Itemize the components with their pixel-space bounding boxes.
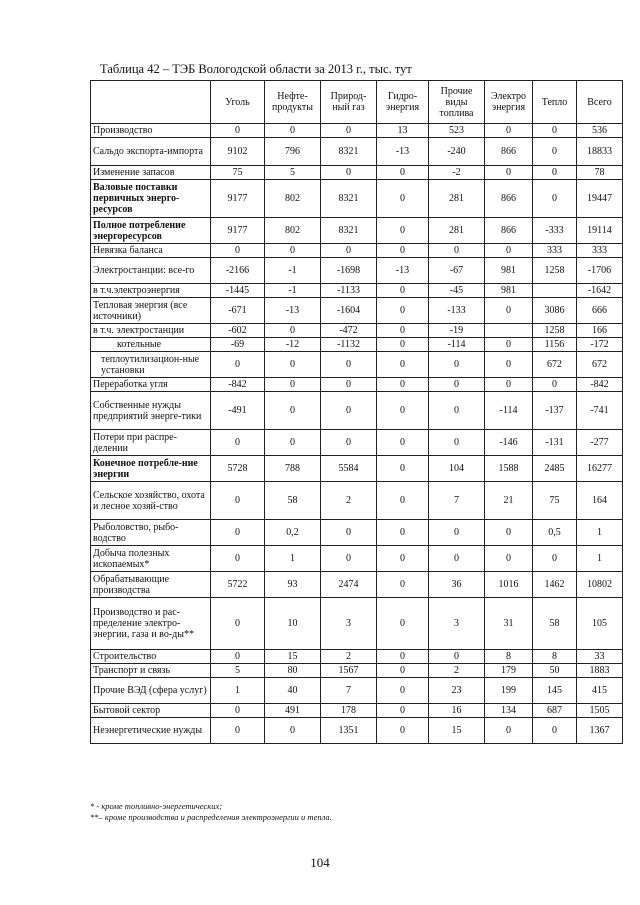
table-cell: 9102 bbox=[211, 138, 265, 166]
table-cell: 1016 bbox=[485, 572, 533, 598]
table-cell: 0 bbox=[485, 244, 533, 258]
table-cell: 0 bbox=[377, 180, 429, 218]
page-number: 104 bbox=[310, 855, 330, 870]
table-row bbox=[91, 324, 623, 338]
table-cell: 0 bbox=[377, 664, 429, 678]
table-cell: -12 bbox=[265, 338, 321, 352]
table-cell: -13 bbox=[377, 138, 429, 166]
row-label: Неэнергетические нужды bbox=[91, 718, 211, 744]
footnotes bbox=[90, 801, 332, 824]
table-cell: 1367 bbox=[577, 718, 623, 744]
table-cell: -1445 bbox=[211, 284, 265, 298]
table-cell: 0 bbox=[377, 298, 429, 324]
table-cell: 1 bbox=[577, 520, 623, 546]
row-label: Переработка угля bbox=[91, 378, 211, 392]
row-label: в т.ч.электроэнергия bbox=[91, 284, 211, 298]
table-row bbox=[91, 166, 623, 180]
table-cell: 2 bbox=[321, 650, 377, 664]
table-cell: 333 bbox=[577, 244, 623, 258]
table-cell: 866 bbox=[485, 180, 533, 218]
table-cell: 536 bbox=[577, 124, 623, 138]
table-cell: -13 bbox=[265, 298, 321, 324]
table-cell: 31 bbox=[485, 598, 533, 650]
table-cell: 40 bbox=[265, 678, 321, 704]
row-label: Невязка баланса bbox=[91, 244, 211, 258]
table-cell: 15 bbox=[429, 718, 485, 744]
table-cell: -842 bbox=[211, 378, 265, 392]
footnote: **– кроме производства и распределения электроэнергии и тепла. bbox=[90, 812, 332, 823]
table-cell: -1 bbox=[265, 284, 321, 298]
row-label: Транспорт и связь bbox=[91, 664, 211, 678]
table-cell: -1132 bbox=[321, 338, 377, 352]
table-cell: 1462 bbox=[533, 572, 577, 598]
table-cell: -172 bbox=[577, 338, 623, 352]
table-cell: 0 bbox=[265, 324, 321, 338]
table-cell: 104 bbox=[429, 456, 485, 482]
table-cell: 7 bbox=[429, 482, 485, 520]
row-label: Производство и рас-пределение электро-энергии, газа и во-ды** bbox=[91, 598, 211, 650]
table-cell: 8 bbox=[533, 650, 577, 664]
table-cell: -67 bbox=[429, 258, 485, 284]
table-cell: 15 bbox=[265, 650, 321, 664]
table-cell: 0 bbox=[533, 378, 577, 392]
table-cell: 0 bbox=[485, 718, 533, 744]
table-cell: 0 bbox=[265, 430, 321, 456]
table-cell: 523 bbox=[429, 124, 485, 138]
table-cell bbox=[533, 284, 577, 298]
table-cell: 0 bbox=[377, 324, 429, 338]
table-caption: Таблица 42 – ТЭБ Вологодской области за 2013 г., тыс. тут bbox=[100, 62, 412, 76]
table-cell: 0 bbox=[377, 284, 429, 298]
table-cell: 0 bbox=[265, 244, 321, 258]
table-cell: 19114 bbox=[577, 218, 623, 244]
table-cell: 0 bbox=[485, 352, 533, 378]
table-cell bbox=[485, 324, 533, 338]
table-row bbox=[91, 284, 623, 298]
table-cell: 33 bbox=[577, 650, 623, 664]
table-cell: 0 bbox=[429, 244, 485, 258]
table-row bbox=[91, 482, 623, 520]
table-cell: 1883 bbox=[577, 664, 623, 678]
table-cell: 8 bbox=[485, 650, 533, 664]
header-cell bbox=[91, 81, 211, 124]
table-cell: 0 bbox=[211, 430, 265, 456]
table-cell: 0 bbox=[533, 124, 577, 138]
table-cell: 5722 bbox=[211, 572, 265, 598]
table-cell: 0 bbox=[211, 598, 265, 650]
table-cell: 0 bbox=[429, 430, 485, 456]
table-cell: 0 bbox=[485, 166, 533, 180]
table-cell: 58 bbox=[265, 482, 321, 520]
table-cell: 981 bbox=[485, 258, 533, 284]
table-cell: 981 bbox=[485, 284, 533, 298]
table-cell: 802 bbox=[265, 218, 321, 244]
table-row bbox=[91, 520, 623, 546]
table-cell: 1351 bbox=[321, 718, 377, 744]
table-cell: 2 bbox=[321, 482, 377, 520]
table-cell: 0 bbox=[265, 378, 321, 392]
table-cell: 0 bbox=[321, 520, 377, 546]
table-cell: -741 bbox=[577, 392, 623, 430]
table-cell: 0 bbox=[321, 244, 377, 258]
table-cell: 0 bbox=[211, 718, 265, 744]
table-cell: -137 bbox=[533, 392, 577, 430]
table-cell: -146 bbox=[485, 430, 533, 456]
table-cell: 0 bbox=[211, 704, 265, 718]
table-row bbox=[91, 718, 623, 744]
table-cell: 0 bbox=[485, 378, 533, 392]
table-cell: 0 bbox=[377, 430, 429, 456]
table-cell: 50 bbox=[533, 664, 577, 678]
table-row bbox=[91, 258, 623, 284]
table-cell: 0 bbox=[485, 338, 533, 352]
table-cell: -13 bbox=[377, 258, 429, 284]
table-cell: 0 bbox=[377, 650, 429, 664]
table-cell: 9177 bbox=[211, 180, 265, 218]
table-cell: 1258 bbox=[533, 324, 577, 338]
row-label: Тепловая энергия (все источники) bbox=[91, 298, 211, 324]
table-cell: 1 bbox=[211, 678, 265, 704]
table-cell: 281 bbox=[429, 218, 485, 244]
table-cell: 13 bbox=[377, 124, 429, 138]
table-cell: 5 bbox=[211, 664, 265, 678]
table-cell: 0 bbox=[321, 124, 377, 138]
table-row bbox=[91, 456, 623, 482]
row-label: Производство bbox=[91, 124, 211, 138]
row-label: Конечное потребле-ние энергии bbox=[91, 456, 211, 482]
table-cell: 0 bbox=[429, 392, 485, 430]
table-row bbox=[91, 546, 623, 572]
table-cell: -133 bbox=[429, 298, 485, 324]
table-cell: 58 bbox=[533, 598, 577, 650]
table-cell: 2474 bbox=[321, 572, 377, 598]
table-cell: 0 bbox=[429, 650, 485, 664]
table-cell: 19447 bbox=[577, 180, 623, 218]
table-cell: 9177 bbox=[211, 218, 265, 244]
table-row bbox=[91, 430, 623, 456]
table-cell: 0 bbox=[533, 546, 577, 572]
header-cell: Природ-ный газ bbox=[321, 81, 377, 124]
header-cell: Гидро-энергия bbox=[377, 81, 429, 124]
table-cell: 0 bbox=[377, 218, 429, 244]
row-label: Обрабатывающие производства bbox=[91, 572, 211, 598]
table-cell: 666 bbox=[577, 298, 623, 324]
table-row bbox=[91, 572, 623, 598]
table-cell: 0 bbox=[533, 718, 577, 744]
header-cell: Прочие виды топлива bbox=[429, 81, 485, 124]
table-cell: -1604 bbox=[321, 298, 377, 324]
table-row bbox=[91, 218, 623, 244]
table-cell: 0 bbox=[321, 166, 377, 180]
table-cell: 802 bbox=[265, 180, 321, 218]
table-cell: 1 bbox=[577, 546, 623, 572]
table-cell: 0 bbox=[533, 180, 577, 218]
table-row bbox=[91, 378, 623, 392]
row-label: Валовые поставки первичных энерго-ресурсов bbox=[91, 180, 211, 218]
header-cell: Электро энергия bbox=[485, 81, 533, 124]
table-cell: 2 bbox=[429, 664, 485, 678]
table-cell: -45 bbox=[429, 284, 485, 298]
table-cell: 0 bbox=[321, 392, 377, 430]
table-cell: 105 bbox=[577, 598, 623, 650]
table-row bbox=[91, 678, 623, 704]
table-cell: -333 bbox=[533, 218, 577, 244]
table-cell: 0 bbox=[377, 456, 429, 482]
table-cell: 93 bbox=[265, 572, 321, 598]
table-cell: 0,5 bbox=[533, 520, 577, 546]
row-label: Бытовой сектор bbox=[91, 704, 211, 718]
table-cell: 0 bbox=[377, 352, 429, 378]
table-cell: 0 bbox=[377, 546, 429, 572]
table-cell: 0 bbox=[321, 430, 377, 456]
energy-balance-table bbox=[90, 80, 623, 744]
table-cell: -671 bbox=[211, 298, 265, 324]
table-cell: 0 bbox=[265, 124, 321, 138]
table-cell: 0 bbox=[265, 718, 321, 744]
table-cell: -114 bbox=[485, 392, 533, 430]
table-cell: 788 bbox=[265, 456, 321, 482]
table-cell: 0 bbox=[265, 352, 321, 378]
table-cell: -1642 bbox=[577, 284, 623, 298]
table-row bbox=[91, 704, 623, 718]
header-row bbox=[91, 81, 623, 124]
table-cell: 0 bbox=[377, 166, 429, 180]
table-cell: 36 bbox=[429, 572, 485, 598]
table-row bbox=[91, 180, 623, 218]
table-row bbox=[91, 138, 623, 166]
table-cell: 0 bbox=[377, 718, 429, 744]
table-cell: 0 bbox=[377, 598, 429, 650]
table-cell: 0 bbox=[377, 338, 429, 352]
table-cell: 0 bbox=[211, 520, 265, 546]
table-cell: 0 bbox=[265, 392, 321, 430]
table-cell: 18833 bbox=[577, 138, 623, 166]
table-cell: 0 bbox=[429, 352, 485, 378]
table-cell: -2 bbox=[429, 166, 485, 180]
table-cell: -240 bbox=[429, 138, 485, 166]
table-cell: 3 bbox=[321, 598, 377, 650]
table-cell: 134 bbox=[485, 704, 533, 718]
table-cell: 8321 bbox=[321, 218, 377, 244]
table-cell: -1 bbox=[265, 258, 321, 284]
table-cell: 0 bbox=[377, 392, 429, 430]
table-cell: 0 bbox=[485, 546, 533, 572]
table-cell: 5 bbox=[265, 166, 321, 180]
row-label: Строительство bbox=[91, 650, 211, 664]
table-cell: 2485 bbox=[533, 456, 577, 482]
table-cell: 0 bbox=[377, 520, 429, 546]
table-cell: 164 bbox=[577, 482, 623, 520]
table-cell: 5728 bbox=[211, 456, 265, 482]
table-row bbox=[91, 392, 623, 430]
table-cell: 16 bbox=[429, 704, 485, 718]
row-label: Изменение запасов bbox=[91, 166, 211, 180]
table-cell: -2166 bbox=[211, 258, 265, 284]
table-cell: 0,2 bbox=[265, 520, 321, 546]
table-cell: 0 bbox=[429, 520, 485, 546]
table-cell: 333 bbox=[533, 244, 577, 258]
table-cell: 78 bbox=[577, 166, 623, 180]
header-cell: Всего bbox=[577, 81, 623, 124]
table-cell: -1706 bbox=[577, 258, 623, 284]
table-cell: 0 bbox=[211, 124, 265, 138]
table-cell: 1588 bbox=[485, 456, 533, 482]
row-label: теплоутилизацион-ные установки bbox=[91, 352, 211, 378]
table-cell: 0 bbox=[321, 352, 377, 378]
table-cell: 672 bbox=[577, 352, 623, 378]
table-cell: 10 bbox=[265, 598, 321, 650]
footnote: * - кроме топливно-энергетических; bbox=[90, 801, 223, 811]
table-cell: 75 bbox=[211, 166, 265, 180]
table-cell: 75 bbox=[533, 482, 577, 520]
table-cell: 0 bbox=[485, 520, 533, 546]
row-label: Прочие ВЭД (сфера услуг) bbox=[91, 678, 211, 704]
table-cell: 3086 bbox=[533, 298, 577, 324]
table-row bbox=[91, 244, 623, 258]
table-cell: -277 bbox=[577, 430, 623, 456]
table-cell: 179 bbox=[485, 664, 533, 678]
table-cell: 796 bbox=[265, 138, 321, 166]
table-cell: 0 bbox=[485, 298, 533, 324]
table-cell: 0 bbox=[377, 704, 429, 718]
table-row bbox=[91, 338, 623, 352]
table-cell: 8321 bbox=[321, 138, 377, 166]
table-cell: 1567 bbox=[321, 664, 377, 678]
table-cell: 21 bbox=[485, 482, 533, 520]
table-cell: 0 bbox=[211, 482, 265, 520]
row-label: Электростанции: все-го bbox=[91, 258, 211, 284]
header-cell: Тепло bbox=[533, 81, 577, 124]
table-row bbox=[91, 298, 623, 324]
table-cell: -1698 bbox=[321, 258, 377, 284]
table-cell: 7 bbox=[321, 678, 377, 704]
table-cell: 5584 bbox=[321, 456, 377, 482]
table-cell: 0 bbox=[321, 546, 377, 572]
table-cell: 0 bbox=[211, 244, 265, 258]
table-cell: 0 bbox=[377, 244, 429, 258]
row-label: Полное потребление энергоресурсов bbox=[91, 218, 211, 244]
table-row bbox=[91, 352, 623, 378]
table-cell: 866 bbox=[485, 138, 533, 166]
row-label: Собственные нужды предприятий энерге-тики bbox=[91, 392, 211, 430]
table-cell: 0 bbox=[211, 650, 265, 664]
table-cell: 3 bbox=[429, 598, 485, 650]
table-cell: -842 bbox=[577, 378, 623, 392]
table-cell: -114 bbox=[429, 338, 485, 352]
table-cell: 0 bbox=[211, 546, 265, 572]
table-cell: -472 bbox=[321, 324, 377, 338]
table-cell: 0 bbox=[533, 166, 577, 180]
table-row bbox=[91, 598, 623, 650]
table-cell: 1258 bbox=[533, 258, 577, 284]
table-cell: 10802 bbox=[577, 572, 623, 598]
table-cell: 166 bbox=[577, 324, 623, 338]
table-cell: 1505 bbox=[577, 704, 623, 718]
row-label: Добыча полезных ископаемых* bbox=[91, 546, 211, 572]
table-cell: 0 bbox=[429, 378, 485, 392]
table-row bbox=[91, 650, 623, 664]
header-cell: Уголь bbox=[211, 81, 265, 124]
row-label: котельные bbox=[91, 338, 211, 352]
table-cell: 491 bbox=[265, 704, 321, 718]
table-cell: -131 bbox=[533, 430, 577, 456]
table-cell: -1133 bbox=[321, 284, 377, 298]
header-cell: Нефте-продукты bbox=[265, 81, 321, 124]
table-cell: 0 bbox=[485, 124, 533, 138]
row-label: в т.ч. электростанции bbox=[91, 324, 211, 338]
table-cell: 0 bbox=[377, 572, 429, 598]
table-cell: 1156 bbox=[533, 338, 577, 352]
row-label: Сельское хозяйство, охота и лесное хозяй-ство bbox=[91, 482, 211, 520]
table-cell: 8321 bbox=[321, 180, 377, 218]
row-label: Рыболовство, рыбо-водство bbox=[91, 520, 211, 546]
table-cell: 178 bbox=[321, 704, 377, 718]
table-cell: 145 bbox=[533, 678, 577, 704]
table-cell: 281 bbox=[429, 180, 485, 218]
row-label: Потери при распре-делении bbox=[91, 430, 211, 456]
table-cell: 0 bbox=[377, 482, 429, 520]
table-cell: 199 bbox=[485, 678, 533, 704]
table-cell: 0 bbox=[429, 546, 485, 572]
table-cell: -491 bbox=[211, 392, 265, 430]
table-row bbox=[91, 664, 623, 678]
table-cell: 0 bbox=[533, 138, 577, 166]
table-cell: -602 bbox=[211, 324, 265, 338]
table-cell: 16277 bbox=[577, 456, 623, 482]
table-row bbox=[91, 124, 623, 138]
table-cell: 672 bbox=[533, 352, 577, 378]
table-cell: -69 bbox=[211, 338, 265, 352]
table-cell: 80 bbox=[265, 664, 321, 678]
table-cell: 866 bbox=[485, 218, 533, 244]
table-cell: 415 bbox=[577, 678, 623, 704]
table-cell: 687 bbox=[533, 704, 577, 718]
row-label: Сальдо экспорта-импорта bbox=[91, 138, 211, 166]
table-cell: -19 bbox=[429, 324, 485, 338]
table-cell: 0 bbox=[211, 352, 265, 378]
table-cell: 0 bbox=[377, 378, 429, 392]
table-cell: 1 bbox=[265, 546, 321, 572]
table-cell: 23 bbox=[429, 678, 485, 704]
table-cell: 0 bbox=[321, 378, 377, 392]
table-cell: 0 bbox=[377, 678, 429, 704]
